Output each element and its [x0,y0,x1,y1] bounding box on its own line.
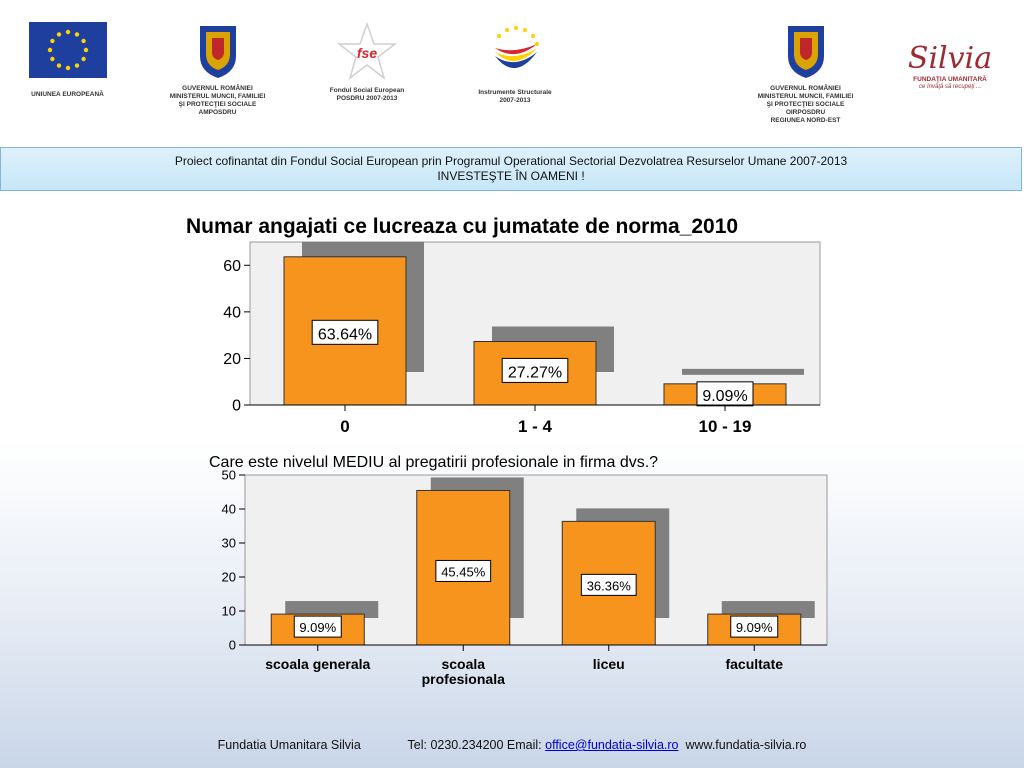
is-caption: Instrumente Structurale 2007-2013 [478,89,552,104]
eu-flag-icon [29,22,107,78]
gov-caption-1: GUVERNUL ROMÂNIEI MINISTERUL MUNCII, FAMILIEI ŞI PROTECŢIEI SOCIALE AMPOSDRU [169,85,266,116]
eu-star [56,63,60,67]
chart-training-level [197,448,837,698]
y-tick-label: 20 [223,351,241,369]
eu-star [65,30,69,34]
category-label: 1 - 4 [517,417,553,436]
y-tick-label: 30 [221,535,236,551]
category-label: facultate [725,656,784,672]
data-label: 63.64% [317,326,373,344]
instrumente-structurale-icon [485,22,545,84]
fse-logo [322,22,412,103]
data-label: 45.45% [441,564,486,580]
data-label: 9.09% [735,620,773,636]
y-tick-label: 40 [223,304,241,322]
y-tick-label: 20 [221,569,236,585]
category-label: liceu [592,656,625,672]
eu-star [81,57,85,61]
silvia-tagline: ce învăţă să recupeţi ... [918,84,982,90]
footer-tel: Tel: 0230.234200 Email: [407,738,542,752]
footer-web: www.fundatia-silvia.ro [685,738,807,752]
y-tick-label: 40 [221,501,236,517]
category-label: profesionala [421,671,505,687]
logo-bar [0,0,1024,145]
fse-star-icon [337,22,397,82]
y-tick-label: 0 [232,397,241,415]
banner-line-1: Proiect cofinantat din Fondul Social European prin Programul Operational Sectorial Dezvolatrea Resurselor Umane 2007-2013 [174,154,848,168]
gov-logo-2 [748,22,863,125]
data-label: 27.27% [507,364,563,382]
coat-of-arms-icon [196,22,240,80]
eu-star [50,39,54,43]
silvia-caption: FUNDAŢIA UMANITARĂ [913,76,987,83]
eu-star [50,57,54,61]
gov-caption-2: GUVERNUL ROMÂNIEI MINISTERUL MUNCII, FAMILIEI ŞI PROTECŢIEI SOCIALE OIRPOSDRU REGIUNEA NORD-EST [757,85,854,124]
fse-text: fse [356,45,378,61]
is-logo [470,22,560,105]
y-tick-label: 60 [223,257,241,275]
silvia-wordmark: Silvia [907,41,993,76]
category-label: scoala generala [265,656,371,672]
footer [0,738,1024,752]
project-banner [0,147,1022,191]
chart-title: Numar angajati ce lucreaza cu jumatate de norma_2010 [186,215,739,238]
data-label: 9.09% [702,387,748,405]
eu-logo [20,22,115,99]
eu-star [83,48,87,52]
category-label: scoala [441,656,486,672]
banner-line-2: INVESTEŞTE ÎN OAMENI ! [437,169,585,183]
y-tick-label: 10 [221,603,236,619]
silvia-logo [890,42,1010,90]
gov-logo-1 [160,22,275,117]
chart-title: Care este nivelul MEDIU al pregatirii profesionale in firma dvs.? [209,454,659,471]
eu-star [65,66,69,70]
eu-star [47,48,51,52]
fse-caption: Fondul Social European POSDRU 2007-2013 [329,87,405,102]
data-label: 36.36% [586,578,631,594]
footer-email-link[interactable]: office@fundatia-silvia.ro [545,738,679,752]
eu-star [74,63,78,67]
eu-star [74,32,78,36]
bar-shadow [682,369,804,375]
y-tick-label: 0 [228,637,236,653]
eu-caption: UNIUNEA EUROPEANĂ [31,91,104,98]
eu-star [56,32,60,36]
eu-star [81,39,85,43]
footer-org: Fundatia Umanitara Silvia [217,738,361,752]
y-tick-label: 50 [221,467,236,483]
category-label: 10 - 19 [698,417,752,436]
category-label: 0 [340,417,350,436]
data-label: 9.09% [299,620,337,636]
coat-of-arms-icon [784,22,828,80]
chart-part-time-employees [180,205,840,445]
